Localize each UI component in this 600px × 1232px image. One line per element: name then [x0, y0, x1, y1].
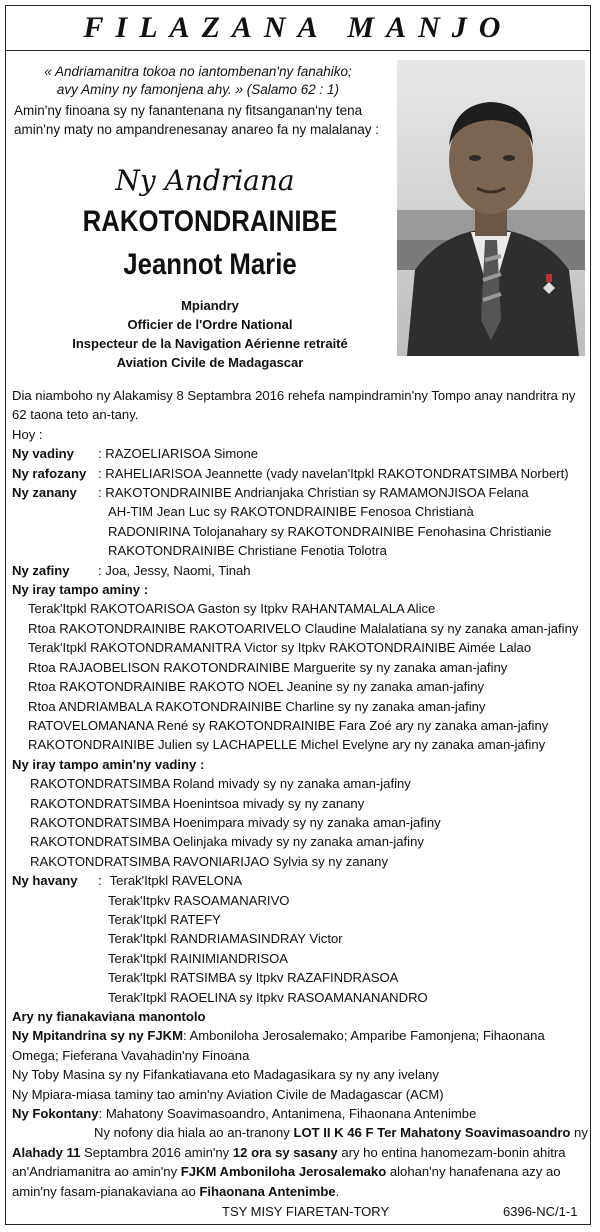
list-item: Terak'Itpkl RAINIMIANDRISOA	[108, 950, 289, 966]
funeral-time: 12 ora sy sasany	[232, 1144, 338, 1160]
funeral-cemetery: Fihaonana Antenimbe	[199, 1183, 336, 1199]
family-row-vadiny	[12, 444, 590, 463]
list-item: Rtoa RAJAOBELISON RAKOTONDRAINIBE Marguerite sy ny zanaka aman-jafiny	[28, 659, 508, 675]
list-item: RAKOTONDRATSIMBA Hoenintsoa mivady sy ny zanany	[30, 795, 365, 811]
closing-text: : Amboniloha Jerosalemako; Amparibe Famonjena; Fihaonana Omega; Fieferana Vavahadin'ny Finoana	[12, 1028, 545, 1063]
closing-fokontany	[12, 1104, 590, 1123]
family-label: Ny iray tampo amin'ny vadiny :	[12, 756, 205, 772]
funeral-text: Ny nofony dia hiala ao an-tranony	[94, 1125, 294, 1141]
list-item: Terak'Itpkv RASOAMANARIVO	[108, 892, 290, 908]
footer-ref: 6396-NC/1-1	[503, 1204, 578, 1219]
list-item: Terak'Itpkl RAOELINA sy Itpkv RASOAMANANANDRO	[108, 989, 428, 1005]
family-value: RAKOTONDRAINIBE Christiane Fenotia Tolotra	[108, 543, 387, 559]
title-line: Mpiandry	[181, 298, 239, 313]
funeral-text: alohan'ny hanafenana azy ao amin'ny fasam-pianakaviana ao	[12, 1164, 561, 1199]
closing-label: Ny Fokontany	[12, 1106, 99, 1122]
title-line: Officier de l'Ordre National	[127, 317, 293, 332]
family-value: AH-TIM Jean Luc sy RAKOTONDRAINIBE Fenosoa Christianà	[108, 504, 474, 520]
closing-pastors	[12, 1026, 590, 1065]
list-item: Rtoa RAKOTONDRAINIBE RAKOTOARIVELO Claudine Malalatiana sy ny zanaka aman-jafiny	[28, 620, 579, 636]
funeral-details	[12, 1123, 590, 1201]
closing-toby: Ny Toby Masina sy ny Fifankatiavana eto Madagasikara sy ny any ivelany	[12, 1067, 439, 1083]
family-label: Ny zanany	[12, 485, 77, 501]
list-item: Terak'Itpkl RANDRIAMASINDRAY Victor	[108, 931, 343, 947]
title-line: Inspecteur de la Navigation Aérienne retraité	[72, 336, 348, 351]
deceased-titles	[30, 296, 390, 372]
list-item: Terak'Itpkl RAVELONA	[109, 873, 243, 889]
closing-text: : Mahatony Soavimasoandro, Antanimena, Fihaonana Antenimbe	[98, 1106, 477, 1122]
honorific: Ny Andriana	[115, 164, 295, 197]
closing-label: Ny Mpitandrina sy ny FJKM	[12, 1028, 183, 1044]
family-label: Ny iray tampo aminy :	[12, 582, 149, 598]
footer-notice: TSY MISY FIARETAN-TORY	[222, 1204, 390, 1219]
list-item: Terak'Itpkl RATSIMBA sy Itpkv RAZAFINDRASOA	[108, 970, 399, 986]
funeral-text: Septambra 2016 amin'ny	[80, 1144, 233, 1160]
family-label: Ny havany	[12, 873, 78, 889]
list-item: RATOVELOMANANA René sy RAKOTONDRAINIBE Fara Zoé ary ny zanaka aman-jafiny	[28, 717, 549, 733]
funeral-text: .	[335, 1183, 340, 1199]
list-item: RAKOTONDRATSIMBA Hoenimpara mivady sy ny zanaka aman-jafiny	[30, 814, 441, 830]
quote-line-1: « Andriamanitra tokoa no iantombenan'ny fanahiko;	[44, 64, 352, 79]
family-row-zanany	[12, 483, 590, 502]
closing-colleagues: Ny Mpiara-miasa taminy tao amin'ny Aviation Civile de Madagascar (ACM)	[12, 1086, 444, 1102]
family-row-zafiny	[12, 561, 590, 580]
family-value: : RAZOELIARISOA Simone	[98, 446, 259, 462]
list-item: RAKOTONDRATSIMBA Oelinjaka mivady sy ny zanaka aman-jafiny	[30, 834, 424, 850]
list-item: RAKOTONDRATSIMBA RAVONIARIJAO Sylvia sy ny zanany	[30, 853, 388, 869]
family-value: : RAKOTONDRAINIBE Andrianjaka Christian sy RAMAMONJISOA Felana	[98, 485, 529, 501]
portrait-photo	[397, 60, 585, 356]
family-label: Ny vadiny	[12, 446, 74, 462]
list-item: Terak'Itpkl RAKOTONDRAMANITRA Victor sy Itpkv RAKOTONDRAINIBE Aimée Lalao	[28, 640, 532, 656]
funeral-text: ny	[570, 1125, 588, 1141]
list-item: RAKOTONDRATSIMBA Roland mivady sy ny zanaka aman-jafiny	[30, 776, 411, 792]
quote-line-2: avy Aminy ny famonjena ahy. » (Salamo 62 : 1)	[56, 82, 340, 97]
deceased-surname: RAKOTONDRAINIBE	[82, 205, 338, 238]
notice-body	[12, 386, 590, 1201]
closing-family: Ary ny fianakaviana manontolo	[12, 1009, 206, 1024]
funeral-day: Alahady 11	[12, 1144, 81, 1160]
deceased-given-names: Jeannot Marie	[123, 248, 297, 281]
family-row-havany	[12, 871, 590, 890]
funeral-church: FJKM Amboniloha Jerosalemako	[180, 1164, 387, 1180]
list-item: RAKOTONDRAINIBE Julien sy LACHAPELLE Michel Evelyne ary ny zanaka aman-jafiny	[28, 737, 546, 753]
list-item: Rtoa RAKOTONDRAINIBE RAKOTO NOEL Jeanine sy ny zanaka aman-jafiny	[28, 679, 485, 695]
family-value: : Joa, Jessy, Naomi, Tinah	[98, 562, 251, 578]
hoy-label: Hoy :	[12, 426, 43, 442]
family-label: Ny rafozany	[12, 465, 87, 481]
list-item: Terak'Itpkl RAKOTOARISOA Gaston sy Itpkv RAHANTAMALALA Alice	[28, 601, 436, 617]
funeral-text: ary ho entina hanomezam-bonin ahitra an'Andriamanitra ao amin'ny	[12, 1144, 566, 1180]
bible-quote	[28, 63, 368, 99]
funeral-address: LOT II K 46 F Ter Mahatony Soavimasoandro	[293, 1125, 571, 1141]
family-value: : RAHELIARISOA Jeannette (vady navelan'Itpkl RAKOTONDRATSIMBA Norbert)	[98, 465, 569, 481]
family-label: Ny zafiny	[12, 562, 70, 578]
title-line: Aviation Civile de Madagascar	[116, 355, 304, 370]
family-row-rafozany	[12, 464, 590, 483]
intro-text: Amin'ny finoana sy ny fanantenana ny fitsanganan'ny tena amin'ny maty no ampandrenesanay anareo fa ny malalanay :	[14, 103, 380, 137]
family-value: RADONIRINA Tolojanahary sy RAKOTONDRAINIBE Fenohasina Christianie	[108, 523, 552, 539]
announcement: Dia niamboho ny Alakamisy 8 Septambra 2016 rehefa nampindramin'ny Tompo anay nandritra ny 62 taona teto an-tany.	[12, 388, 576, 423]
list-item: Terak'Itpkl RATEFY	[108, 911, 221, 927]
page-title: FILAZANA MANJO	[5, 5, 591, 51]
family-colon: :	[98, 873, 102, 889]
list-item: Rtoa ANDRIAMBALA RAKOTONDRAINIBE Charline sy ny zanaka aman-jafiny	[28, 698, 486, 714]
